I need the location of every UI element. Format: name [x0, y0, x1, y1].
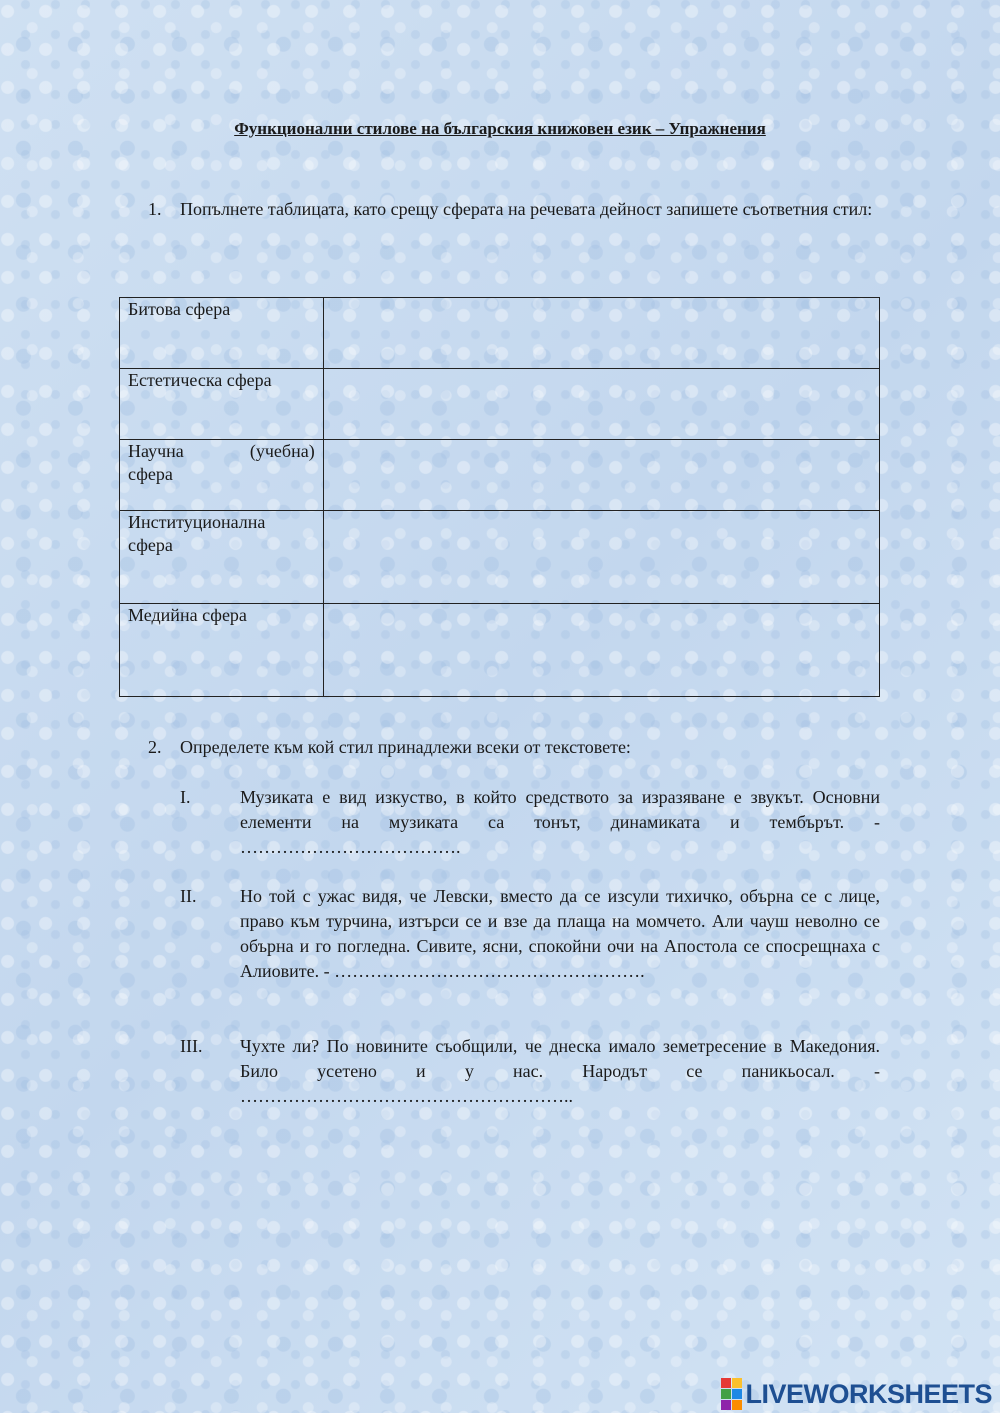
table-row	[120, 369, 880, 440]
logo-square	[732, 1400, 742, 1410]
liveworksheets-logo	[721, 1379, 992, 1409]
answer-cell[interactable]	[323, 369, 879, 440]
table-row	[120, 440, 880, 511]
question-text: Попълнете таблицата, като срещу сферата на речевата дейност запишете съответния стил:	[180, 199, 873, 219]
logo-text: LIVEWORKSHEETS	[745, 1378, 992, 1409]
question-number: 1.	[148, 199, 162, 219]
text-item	[180, 884, 880, 984]
text-item	[180, 785, 880, 860]
logo-square	[721, 1378, 731, 1388]
sphere-label: Институционална сфера	[120, 511, 324, 604]
logo-icon	[721, 1378, 742, 1410]
table-row	[120, 298, 880, 369]
logo-square	[732, 1378, 742, 1388]
item-text[interactable]: Но той с ужас видя, че Левски, вместо да се изсули тихичко, обърна се с лице, право към турчина, изтърси се и взе да плаща на момчето. Али чауш неволно се обърна и го погледна. Сивите, ясни, спокойни очи на Апостола се спосрещнаха с Алиовите. - …………………………………………….	[240, 886, 880, 981]
text-item	[180, 1034, 880, 1109]
logo-square	[721, 1389, 731, 1399]
answer-cell[interactable]	[323, 511, 879, 604]
item-text[interactable]: Чухте ли? По новините съобщили, че днеска имало земетресение в Македония. Било усетено и у нас. Народът се паникьосал. - ………………………………………………..	[240, 1036, 880, 1106]
answer-cell[interactable]	[323, 604, 879, 697]
question-number: 2.	[148, 737, 162, 757]
sphere-label: Битова сфера	[120, 298, 324, 369]
table-row	[120, 511, 880, 604]
sphere-label: Естетическа сфера	[120, 369, 324, 440]
item-text[interactable]: Музиката е вид изкуство, в който средството за изразяване е звукът. Основни елементи на музиката са тонът, динамиката и тембърът. - ……………………………….	[240, 787, 880, 857]
question-2	[148, 735, 880, 759]
roman-numeral: III.	[180, 1036, 203, 1056]
roman-numeral: II.	[180, 886, 197, 906]
answer-cell[interactable]	[323, 298, 879, 369]
roman-numeral: I.	[180, 787, 191, 807]
answer-cell[interactable]	[323, 440, 879, 511]
page-title: Функционални стилове на българския книжовен език – Упражнения	[234, 119, 766, 138]
question-text: Определете към кой стил принадлежи всеки от текстовете:	[180, 737, 631, 757]
question-1	[148, 197, 880, 221]
table-row	[120, 604, 880, 697]
sphere-label: Научна (учебна) сфера	[120, 440, 324, 511]
spheres-table	[119, 297, 880, 697]
sphere-label: Медийна сфера	[120, 604, 324, 697]
logo-square	[732, 1389, 742, 1399]
logo-square	[721, 1400, 731, 1410]
